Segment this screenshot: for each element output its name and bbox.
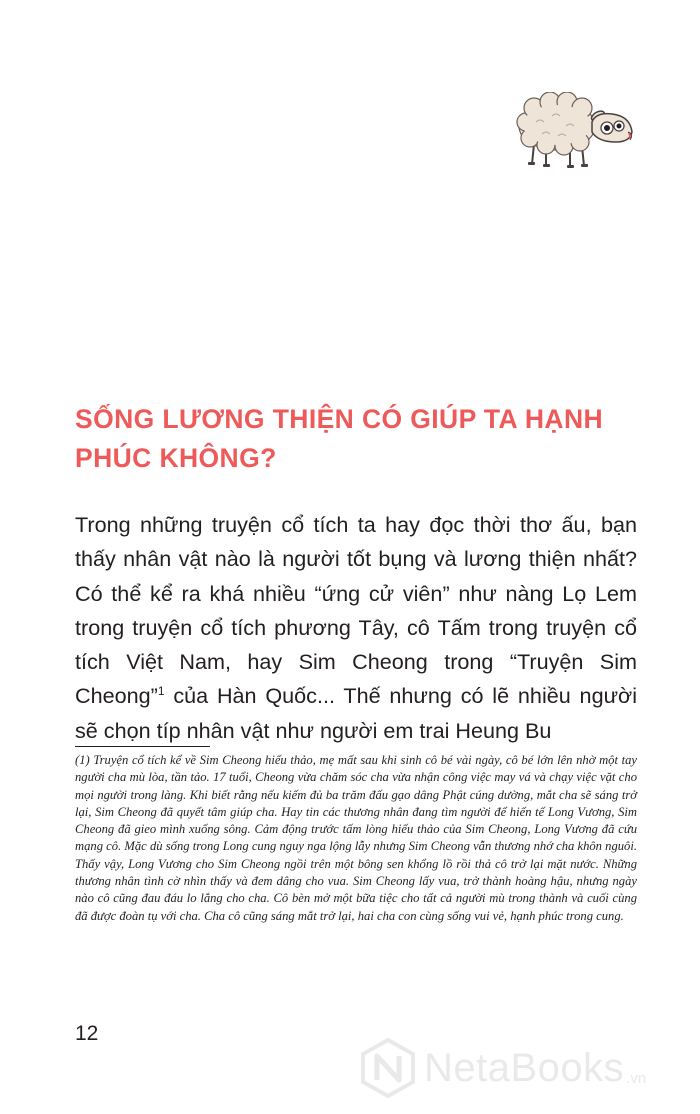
netabooks-logo-icon	[360, 1038, 416, 1098]
sheep-icon	[512, 92, 636, 172]
body-text-part-2: của Hàn Quốc... Thế nhưng có lẽ nhiều người sẽ chọn típ nhân vật như người em trai Heung Bu	[75, 683, 637, 743]
watermark-suffix: .vn	[626, 1070, 647, 1087]
footnote-text: (1) Truyện cổ tích kể về Sim Cheong hiếu thảo, mẹ mất sau khi sinh cô bé vài ngày, cô bé lớn lên nhờ một tay người cha mù lòa, tần tảo. 17 tuổi, Cheong vừa chăm sóc cha vừa nhận công việc may vá và chạy việc vặt cho mọi người trong làng. Khi biết rằng nếu kiếm đủ ba trăm đấu gạo dâng Phật cúng dường, mắt cha sẽ sáng trở lại, Sim Cheong đã quyết tâm giúp cha. Hay tin các thương nhân đang tìm người để hiến tế Long Vương, Sim Cheong đã gieo mình xuống sông. Cảm động trước tấm lòng hiếu thảo của Sim Cheong, Long Vương đã cứu mạng cô. Mặc dù sống trong Long cung nguy nga lộng lẫy nhưng Sim Cheong vẫn thương nhớ cha khôn nguôi. Thấy vậy, Long Vương cho Sim Cheong ngồi trên một bông sen khổng lồ rồi thả cô trở lại mặt nước. Những thương nhân tình cờ nhìn thấy và đem dâng cho vua. Sim Cheong lấy vua, trở thành hoàng hậu, nhưng ngày nào cô cũng đau đáu lo lắng cho cha. Cô bèn mở một bữa tiệc cho tất cả người mù trong thành và cuối cùng đã được đoàn tụ với cha. Cha cô cũng sáng mắt trở lại, hai cha con cùng sống vui vẻ, hạnh phúc trong cung.	[75, 753, 637, 923]
footnote-divider	[75, 746, 210, 747]
watermark	[360, 1035, 646, 1101]
body-text-part-1: Trong những truyện cổ tích ta hay đọc thời thơ ấu, bạn thấy nhân vật nào là người tốt bụng và lương thiện nhất? Có thể kể ra khá nhiều “ứng cử viên” như nàng Lọ Lem trong truyện cổ tích phương Tây, cô Tấm trong truyện cổ tích Việt Nam, hay Sim Cheong trong “Truyện Sim Cheong”	[75, 512, 637, 709]
body-paragraph	[75, 508, 637, 748]
section-heading: SỐNG LƯƠNG THIỆN CÓ GIÚP TA HẠNH PHÚC KHÔNG?	[75, 404, 604, 473]
page-number: 12	[75, 1022, 99, 1045]
footnote-reference: 1	[157, 684, 165, 699]
watermark-text: NetaBooks	[424, 1045, 625, 1090]
